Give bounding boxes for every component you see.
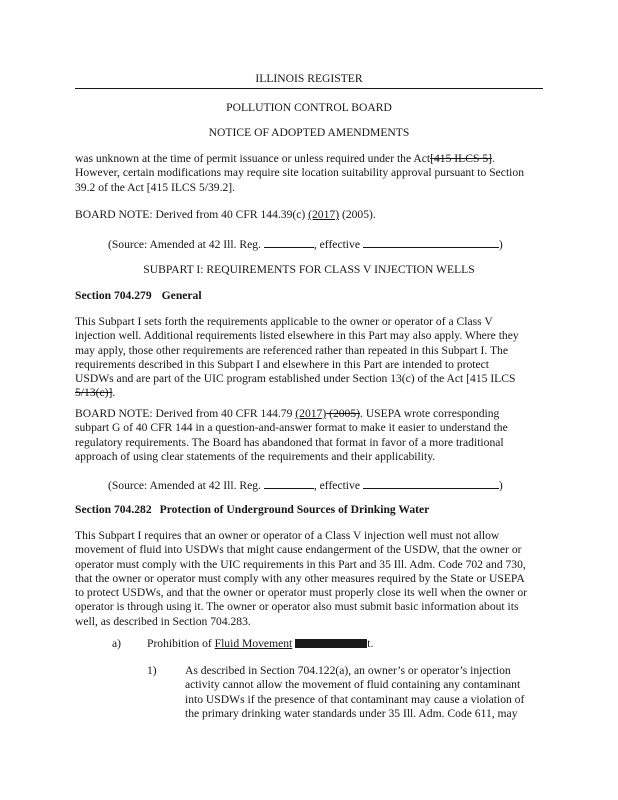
blank-line (264, 236, 314, 248)
item-1-text (185, 664, 545, 721)
board-note-2-line: BOARD NOTE: Derived from 40 CFR 144.79 (2017) (2005). USEPA wrote corresponding (75, 407, 500, 420)
section-number: Section 704.279 (75, 289, 152, 302)
board-note-1: BOARD NOTE: Derived from 40 CFR 144.39(c) (2017) (2005). (75, 208, 376, 221)
subpart-heading: SUBPART I: REQUIREMENTS FOR CLASS V INJECTION WELLS (143, 263, 475, 276)
paragraph-1 (75, 152, 543, 195)
paragraph-1-line: was unknown at the time of permit issuance or unless required under the Act[415 ILCS 5]. (75, 152, 495, 165)
notice-title: NOTICE OF ADOPTED AMENDMENTS (208, 126, 410, 139)
register-title: ILLINOIS REGISTER (255, 72, 363, 85)
item-1-line: the primary drinking water standards under 35 Ill. Adm. Code 611, may (185, 706, 518, 720)
blank-line (363, 477, 499, 489)
board-note-2 (75, 407, 543, 464)
section-title: General (161, 289, 202, 302)
paragraph-1-line: However, certain modifications may require site location suitability approval pursuant to Section (75, 166, 524, 180)
header-rule (75, 88, 543, 89)
source-note-1: (Source: Amended at 42 Ill. Reg. , effective ) (108, 238, 503, 251)
paragraph-2 (75, 315, 543, 401)
item-1-line: into USDWs if the presence of that contaminant may cause a violation of (185, 692, 525, 706)
section-number: Section 704.282 (75, 503, 152, 516)
paragraph-3-line: to protect USDWs, and that the owner or operator must properly close its well when the owner or (75, 586, 528, 600)
item-1-line: activity cannot allow the movement of fluid containing any contaminant (185, 678, 521, 692)
paragraph-2-line: USDWs and are part of the UIC program established under Section 13(c) of the Act [415 ILCS (75, 372, 516, 386)
underlined-text: (2017) (295, 407, 327, 420)
redaction-mark (295, 639, 367, 648)
underlined-text: (2017) (308, 208, 340, 221)
paragraph-3-line: This Subpart I requires that an owner or operator of a Class V injection well must not allow (75, 529, 500, 542)
section-heading-282 (75, 503, 543, 517)
underlined-text: Fluid Movement (214, 637, 293, 650)
blank-line (363, 236, 499, 248)
item-a-label: a) (112, 637, 122, 650)
paragraph-2-line: 5/13(c)]. (75, 386, 116, 400)
paragraph-2-line: may apply, those other requirements are referenced rather than repeated in this Subpart I. The (75, 343, 508, 357)
board-note-2-line: regulatory requirements. The Board has abandoned that format in favor of a more traditional (75, 435, 504, 449)
item-1-line: As described in Section 704.122(a), an owner’s or operator’s injection (185, 664, 511, 677)
board-note-2-line: approach of using clear statements of the requirements and their applicability. (75, 449, 436, 463)
paragraph-2-line: requirements described in this Subpart I and elsewhere in this Part are intended to protect (75, 357, 490, 371)
paragraph-2-line: injection well. Additional requirements listed elsewhere in this Part may also apply. Where they (75, 329, 519, 343)
board-title: POLLUTION CONTROL BOARD (226, 101, 392, 114)
paragraph-3 (75, 529, 543, 629)
paragraph-3-line: well, as described in Section 704.283. (75, 614, 251, 628)
struck-text: [415 ILCS 5] (430, 152, 492, 165)
paragraph-1-line: 39.2 of the Act [415 ILCS 5/39.2]. (75, 180, 236, 194)
board-note-2-line: subpart G of 40 CFR 144 in a question-and-answer format to make it easier to understand the (75, 421, 508, 435)
struck-text: 5/13(c)] (75, 386, 113, 400)
section-title: Protection of Underground Sources of Drinking Water (159, 503, 430, 516)
blank-line (264, 477, 314, 489)
paragraph-3-line: operator must comply with the UIC requirements in this Part and 35 Ill. Adm. Code 702 and 730, (75, 557, 526, 571)
register-header (0, 72, 618, 86)
item-1-label: 1) (147, 664, 157, 677)
source-note-2: (Source: Amended at 42 Ill. Reg. , effective ) (108, 479, 503, 492)
paragraph-2-line: This Subpart I sets forth the requirements applicable to the owner or operator of a Class V (75, 315, 493, 328)
paragraph-3-line: movement of fluid into USDWs that might cause endangerment of the USDW, that the owner or (75, 543, 522, 557)
struck-text: (2005) (326, 407, 361, 420)
item-a-text: Prohibition of Fluid Movement t. (147, 637, 374, 650)
paragraph-3-line: that the owner or operator must comply with any other measures required by the State or USEPA (75, 571, 525, 585)
section-heading-279 (75, 289, 543, 303)
paragraph-3-line: operator is through using it. The owner or operator also must submit basic information about its (75, 600, 519, 614)
